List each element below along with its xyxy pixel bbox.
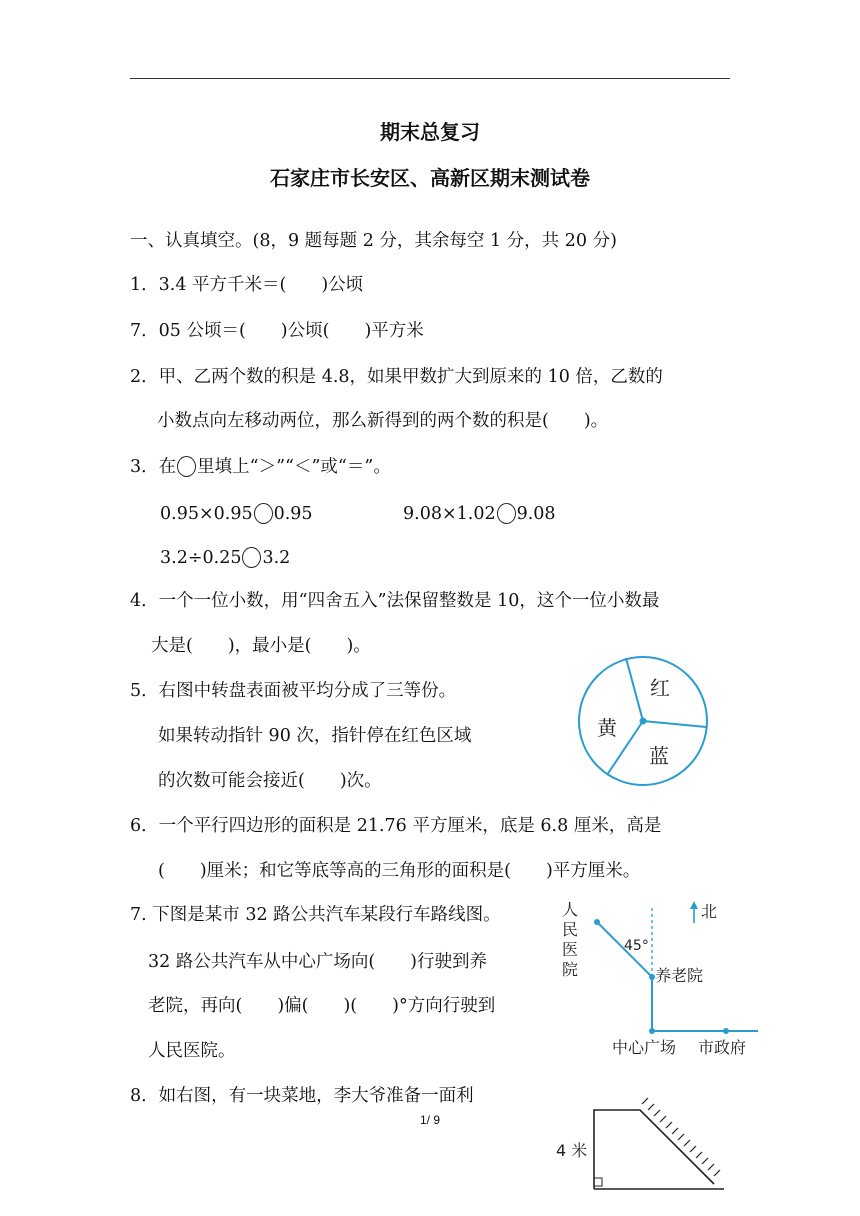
map-hospital-char-2: 民 xyxy=(562,920,579,939)
header-rule xyxy=(130,78,730,79)
q7-line4: 人民医院。 xyxy=(148,1041,236,1061)
q3-c-left: 3.2÷0.25 xyxy=(160,548,242,568)
q5-line3: 的次数可能会接近( )次。 xyxy=(158,771,382,791)
q7-line3: 老院，再向( )偏( )( )°方向行驶到 xyxy=(148,996,496,1016)
vegetable-plot-figure xyxy=(552,1094,724,1190)
map-hospital-char-3: 医 xyxy=(562,940,579,959)
q6-line1: 6．一个平行四边形的面积是 21.76 平方厘米，底是 6.8 厘米，高是 xyxy=(130,816,662,836)
answer-circle-b[interactable] xyxy=(497,503,516,524)
spinner-red-label: 红 xyxy=(650,676,670,700)
q3-b-left: 9.08×1.02 xyxy=(403,504,496,524)
q3-a-right: 0.95 xyxy=(273,504,313,524)
spinner-divider-1 xyxy=(626,658,643,721)
plot-height-label: 4 米 xyxy=(556,1141,588,1160)
q1-line2: 7．05 公顷＝( )公顷( )平方米 xyxy=(130,321,424,341)
section-heading: 一、认真填空。(8，9 题每题 2 分，其余每空 1 分，共 20 分) xyxy=(130,231,617,251)
north-arrow-head-icon xyxy=(690,901,698,909)
q8-line1: 8．如右图，有一块菜地，李大爷准备一面利 xyxy=(130,1086,474,1106)
map-city-hall-label: 市政府 xyxy=(698,1038,747,1057)
q4-line2: 大是( )，最小是( )。 xyxy=(151,636,371,656)
map-hospital-char-4: 院 xyxy=(562,960,579,979)
answer-circle-c[interactable] xyxy=(242,547,261,568)
answer-circle-a[interactable] xyxy=(254,503,273,524)
map-north-label: 北 xyxy=(701,902,718,921)
q4-line1: 4．一个一位小数，用“四舍五入”法保留整数是 10，这个一位小数最 xyxy=(130,591,660,611)
q2-line1: 2．甲、乙两个数的积是 4.8，如果甲数扩大到原来的 10 倍，乙数的 xyxy=(130,367,663,387)
stop-city-hall-dot xyxy=(723,1028,729,1034)
q3-suffix: 里填上“＞”“＜”或“＝”。 xyxy=(197,457,391,477)
page-number: 1/ 9 xyxy=(419,1113,440,1127)
plot-outline xyxy=(594,1110,714,1189)
q5-line2: 如果转动指针 90 次，指针停在红色区域 xyxy=(158,726,472,746)
map-angle-label: 45° xyxy=(624,938,649,954)
map-nursing-home-label: 养老院 xyxy=(655,966,704,985)
map-hospital-char-1: 人 xyxy=(562,900,579,919)
q1-line1: 1．3.4 平方千米＝( )公顷 xyxy=(130,275,364,295)
q2-line2: 小数点向左移动两位，那么新得到的两个数的积是( )。 xyxy=(157,411,609,431)
stop-hospital-dot xyxy=(594,919,600,925)
q3-prefix: 3．在 xyxy=(130,457,177,477)
map-center-square-label: 中心广场 xyxy=(612,1038,677,1057)
spinner-yellow-label: 黄 xyxy=(597,716,617,740)
compare-circle-icon xyxy=(177,456,196,477)
stop-center-square-dot xyxy=(649,1028,655,1034)
q7-line1: 7. 下图是某市 32 路公共汽车某段行车路线图。 xyxy=(130,905,501,925)
q3-item-a xyxy=(160,502,313,526)
bus-route-map xyxy=(560,895,760,1060)
right-angle-mark xyxy=(594,1178,602,1186)
q5-line1: 5．右图中转盘表面被平均分成了三等份。 xyxy=(130,681,457,701)
q3-item-b xyxy=(403,502,556,526)
q3-b-right: 9.08 xyxy=(516,504,556,524)
q3-c-right: 3.2 xyxy=(262,548,291,568)
page-subtitle: 石家庄市长安区、高新区期末测试卷 xyxy=(270,166,590,190)
page-title: 期末总复习 xyxy=(380,120,480,144)
spinner-figure xyxy=(572,655,714,787)
q3-item-c xyxy=(160,546,290,570)
spinner-pointer-pivot xyxy=(640,718,647,725)
wall-hatching xyxy=(642,1098,720,1176)
q3-a-left: 0.95×0.95 xyxy=(160,504,253,524)
spinner-divider-2 xyxy=(643,721,706,727)
q7-line2: 32 路公共汽车从中心广场向( )行驶到养 xyxy=(148,952,487,972)
spinner-blue-label: 蓝 xyxy=(649,744,669,768)
q6-line2: ( )厘米；和它等底等高的三角形的面积是( )平方厘米。 xyxy=(158,861,641,881)
q3-instruction xyxy=(130,455,391,479)
